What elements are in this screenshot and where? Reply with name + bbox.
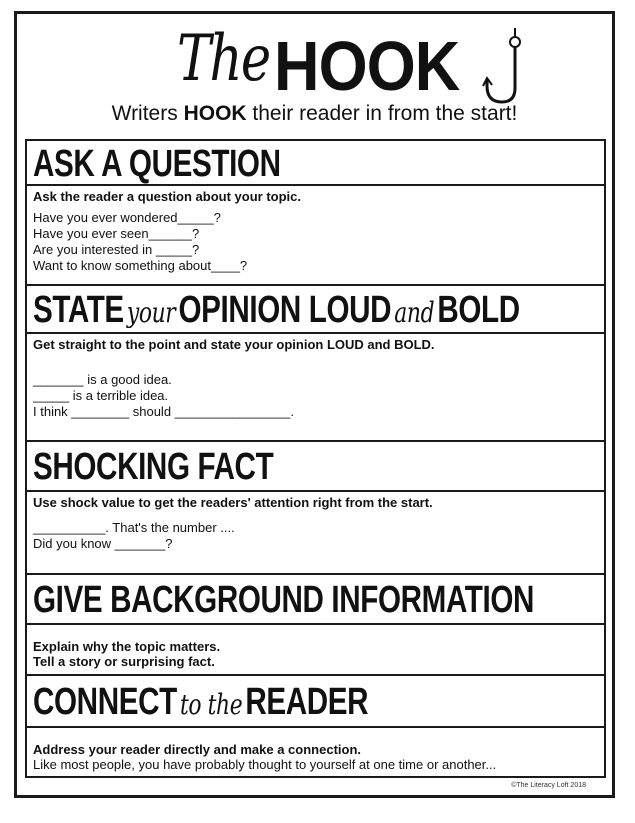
heading-text	[33, 289, 520, 334]
heading-script-1: to the	[179, 688, 243, 721]
instruction: Address your reader directly and make a connection.	[33, 742, 362, 757]
heading-main-2: READER	[245, 681, 369, 723]
heading-main-3: BOLD	[437, 289, 520, 331]
title-hook: HOOK	[274, 27, 460, 105]
section-shocking-fact	[25, 490, 606, 575]
example-line: Did you know _______?	[33, 536, 173, 551]
copyright-footer: ©The Literacy Loft 2018	[511, 782, 586, 789]
heading-text	[33, 446, 273, 488]
example-line: __________. That's the number ....	[33, 520, 235, 535]
heading-main: SHOCKING FACT	[33, 446, 274, 488]
title-script: The	[177, 22, 270, 96]
fish-hook-icon	[465, 26, 535, 106]
heading-background	[25, 573, 606, 625]
instruction: Get straight to the point and state your opinion LOUD and BOLD.	[33, 337, 435, 352]
heading-text	[33, 143, 281, 185]
section-connect	[25, 726, 606, 778]
heading-text	[33, 681, 368, 726]
heading-ask-a-question	[25, 139, 606, 186]
worksheet-frame	[14, 11, 615, 798]
subtitle-post: their reader in from the start!	[246, 102, 518, 125]
subtitle	[17, 102, 612, 126]
instruction: Use shock value to get the readers' attention right from the start.	[33, 495, 433, 510]
instruction: Explain why the topic matters.	[33, 639, 221, 654]
instruction: Tell a story or surprising fact.	[33, 654, 215, 669]
subtitle-pre: Writers	[111, 102, 184, 125]
example-line: Like most people, you have probably thought to yourself at one time or another...	[33, 757, 497, 772]
heading-text	[33, 579, 534, 621]
section-ask-a-question	[25, 184, 606, 286]
example-line: I think ________ should ________________.	[33, 404, 294, 419]
subtitle-bold: HOOK	[183, 102, 247, 125]
example-line: Have you ever wondered_____?	[33, 210, 221, 225]
heading-shocking-fact	[25, 440, 606, 492]
section-background	[25, 623, 606, 676]
example-line: Have you ever seen______?	[33, 226, 200, 241]
heading-main: ASK A QUESTION	[33, 143, 281, 185]
section-state-opinion	[25, 332, 606, 442]
example-line: Are you interested in _____?	[33, 242, 200, 257]
example-line: _____ is a terrible idea.	[33, 388, 169, 403]
title-block	[17, 14, 612, 125]
heading-state-your-opinion	[25, 284, 606, 334]
heading-main-2: OPINION LOUD	[178, 289, 392, 331]
example-line: _______ is a good idea.	[33, 372, 172, 387]
example-line: Want to know something about____?	[33, 258, 248, 273]
heading-main: STATE	[33, 289, 124, 331]
heading-main: CONNECT	[33, 681, 177, 723]
heading-connect	[25, 674, 606, 728]
heading-main: GIVE BACKGROUND INFORMATION	[33, 579, 535, 621]
heading-script-1: your	[126, 296, 176, 329]
heading-script-2: and	[394, 296, 435, 329]
instruction: Ask the reader a question about your topic.	[33, 189, 301, 204]
